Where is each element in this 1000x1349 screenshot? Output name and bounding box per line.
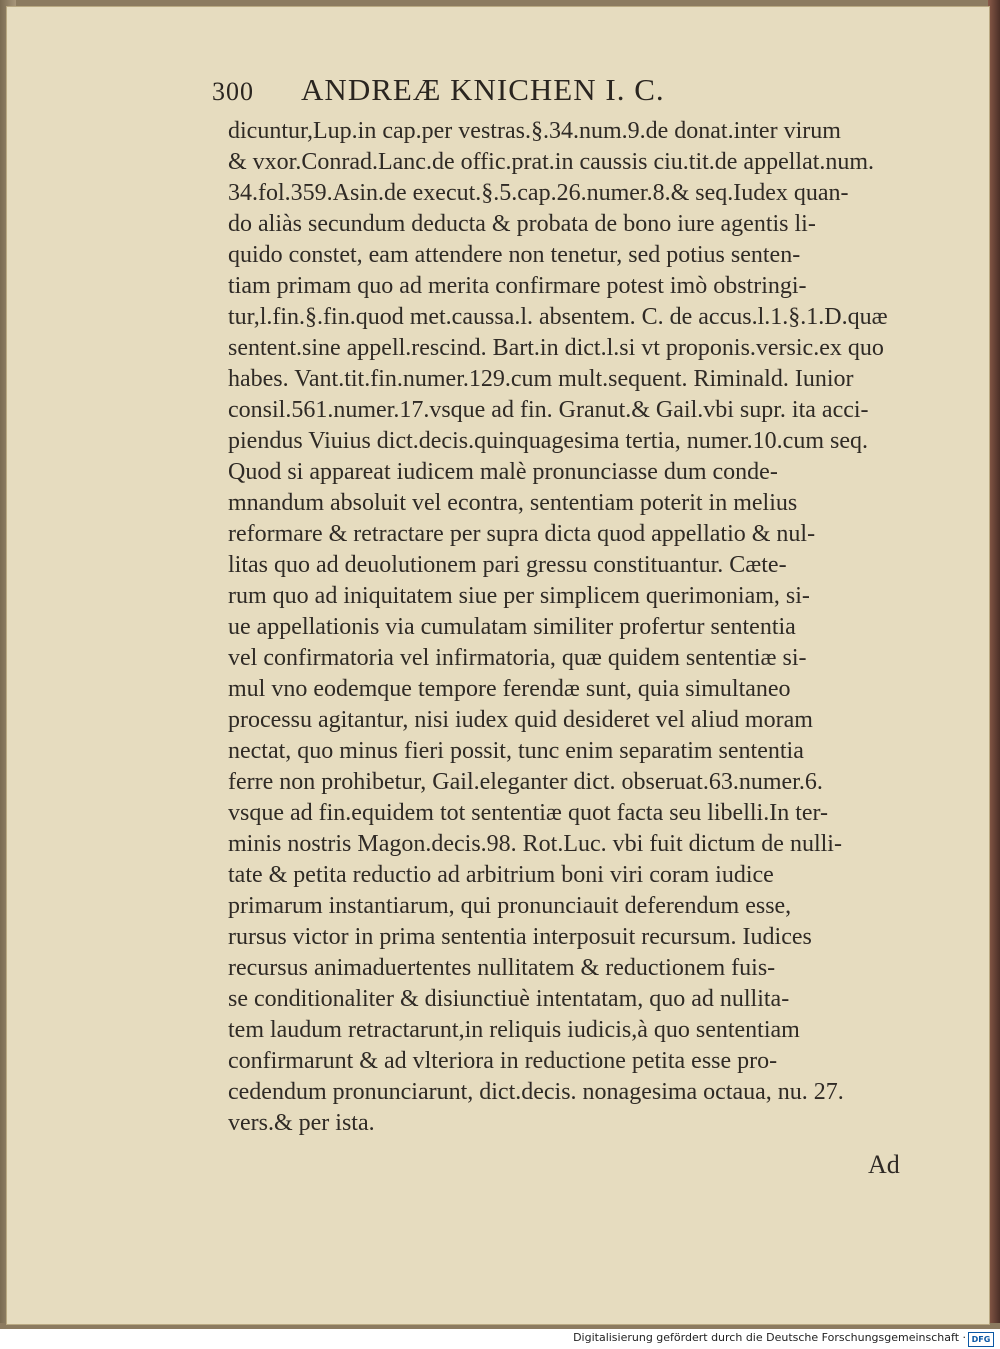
text-line: Quod si appareat iudicem malè pronunciasse dum conde- — [228, 459, 778, 485]
dfg-logo: DFG — [968, 1332, 994, 1347]
text-line: vel confirmatoria vel infirmatoria, quæ quidem sententiæ si- — [228, 645, 807, 671]
text-line: confirmarunt & ad vlteriora in reductione petita esse pro- — [228, 1048, 778, 1074]
text-line: tiam primam quo ad merita confirmare potest imò obstringi- — [228, 273, 807, 299]
running-header — [212, 72, 832, 112]
text-line: piendus Viuius dict.decis.quinquagesima tertia, numer.10.cum seq. — [228, 428, 868, 454]
text-line: recursus animaduertentes nullitatem & reductionem fuis- — [228, 955, 776, 981]
text-line: se conditionaliter & disiunctiuè intentatam, quo ad nullita- — [228, 986, 790, 1012]
text-line: dicuntur,Lup.in cap.per vestras.§.34.num.9.de donat.inter virum — [228, 118, 841, 144]
text-line: consil.561.numer.17.vsque ad fin. Granut.& Gail.vbi supr. ita acci- — [228, 397, 869, 423]
text-line: mnandum absoluit vel econtra, sententiam poterit in melius — [228, 490, 798, 516]
catchword: Ad — [868, 1150, 900, 1179]
text-line: ferre non prohibetur, Gail.eleganter dict. obseruat.63.numer.6. — [228, 769, 823, 795]
text-line: mul vno eodemque tempore ferendæ sunt, quia simultaneo — [228, 676, 791, 702]
text-line: & vxor.Conrad.Lanc.de offic.prat.in caussis ciu.tit.de appellat.num. — [228, 149, 875, 175]
text-line: nectat, quo minus fieri possit, tunc enim separatim sententia — [228, 738, 804, 764]
text-line: vsque ad fin.equidem tot sententiæ quot facta seu libelli.In ter- — [228, 800, 829, 826]
text-line: sentent.sine appell.rescind. Bart.in dict.l.si vt proponis.versic.ex quo — [228, 335, 884, 361]
text-line: reformare & retractare per supra dicta quod appellatio & nul- — [228, 521, 816, 547]
text-line: tate & petita reductio ad arbitrium boni viri coram iudice — [228, 862, 774, 888]
text-line: minis nostris Magon.decis.98. Rot.Luc. vbi fuit dictum de nulli- — [228, 831, 842, 857]
text-line: rursus victor in prima sententia interposuit recursum. Iudices — [228, 924, 812, 950]
text-line: cedendum pronunciarunt, dict.decis. nonagesima octaua, nu. 27. — [228, 1079, 844, 1105]
running-title: ANDREÆ KNICHEN I. C. — [301, 72, 665, 107]
text-line: tem laudum retractarunt,in reliquis iudicis,à quo sententiam — [228, 1017, 800, 1043]
text-line: rum quo ad iniquitatem siue per simplicem querimoniam, si- — [228, 583, 810, 609]
text-line: litas quo ad deuolutionem pari gressu constituantur. Cæte- — [228, 552, 787, 578]
footer-credit: Digitalisierung gefördert durch die Deutsche Forschungsgemeinschaft · — [573, 1331, 966, 1344]
text-line: habes. Vant.tit.fin.numer.129.cum mult.sequent. Riminald. Iunior — [228, 366, 854, 392]
page-number: 300 — [212, 77, 254, 106]
text-line: quido constet, eam attendere non tenetur, sed potius senten- — [228, 242, 801, 268]
body-text — [228, 116, 934, 1139]
text-line: ue appellationis via cumulatam similiter profertur sententia — [228, 614, 796, 640]
text-line: primarum instantiarum, qui pronunciauit deferendum esse, — [228, 893, 792, 919]
text-line: do aliàs secundum deducta & probata de bono iure agentis li- — [228, 211, 816, 237]
text-line: vers.& per ista. — [228, 1110, 375, 1136]
text-line: processu agitantur, nisi iudex quid desideret vel aliud moram — [228, 707, 813, 733]
text-line: tur,l.fin.§.fin.quod met.caussa.l. absentem. C. de accus.l.1.§.1.D.quæ — [228, 304, 888, 330]
digitization-footer — [0, 1329, 1000, 1349]
text-line: 34.fol.359.Asin.de execut.§.5.cap.26.numer.8.& seq.Iudex quan- — [228, 180, 849, 206]
